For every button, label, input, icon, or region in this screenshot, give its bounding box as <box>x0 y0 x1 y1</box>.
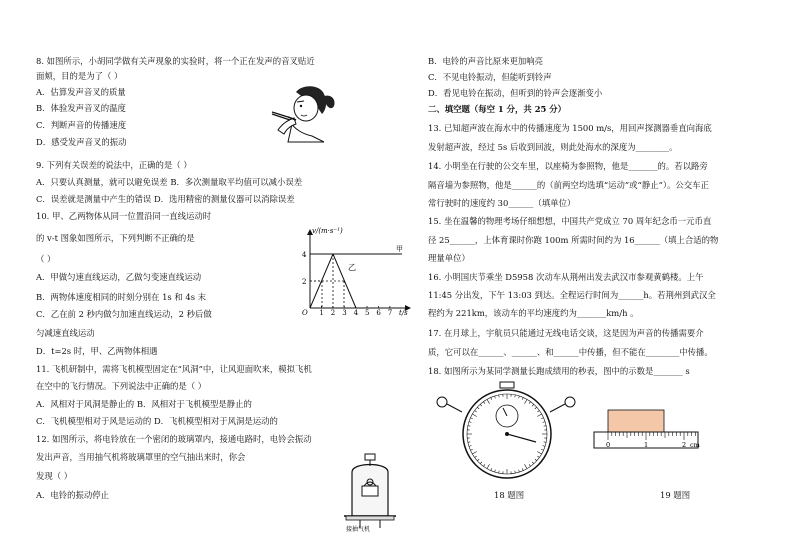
ruler-unit-label: cm <box>690 441 700 449</box>
q18-line1: 18. 如图所示为某同学测量长跑成绩用的秒表，图中的示数是_______ s <box>428 366 690 376</box>
q10-line3: （ ） <box>36 254 56 264</box>
q12-line2: 发出声音，当用抽气机将玻璃罩里的空气抽出来时，你会 <box>36 452 246 462</box>
q10-option-a: A．甲做匀速直线运动，乙做匀变速直线运动 <box>36 272 202 282</box>
figure-18-caption: 18 题图 <box>494 490 525 500</box>
graph-xtick-label: 3 <box>342 309 347 316</box>
q8-option-b: B．体验发声音叉的温度 <box>36 103 126 113</box>
graph-xtick-label: 7 <box>387 309 393 316</box>
q10-line2: 的 v-t 图象如图所示，下列判断不正确的是 <box>36 233 195 243</box>
q15-line1: 15. 坐在温馨的物理考场仔细想想，中国共产党成立 70 周年纪念币一元币直 <box>428 216 712 226</box>
q9-line1: 9. 下列有关误差的说法中，正确的是（ ） <box>36 160 192 170</box>
graph-xunit-label: t/s <box>399 309 408 316</box>
q12-option-a: A．电铃的振动停止 <box>36 490 110 500</box>
q17-line2: 质，它可以在______、______、和______中传播，但不能在________中传播。 <box>428 347 713 357</box>
q11-options-cd: C．飞机模型相对于风是运动的 D．飞机模型相对于风洞是运动的 <box>36 416 278 426</box>
graph-xtick-label: 6 <box>376 309 381 316</box>
graph-y2-label: 2 <box>302 278 307 286</box>
q10-option-c1: C．乙在前 2 秒内做匀加速直线运动，2 秒后做 <box>36 309 212 319</box>
q12-line3: 发现（ ） <box>36 471 73 481</box>
q10-line1: 10. 甲、乙两物体从同一位置沿同一直线运动时 <box>36 211 212 221</box>
q11-line2: 在空中的飞行情况。下列说法中正确的是（ ） <box>36 381 207 391</box>
q15-line2: 径 25______，上体育课时你跑 100m 所需时间约为 16______（填上合适的物 <box>428 235 719 245</box>
q13-line1: 13. 已知超声波在海水中的传播速度为 1500 m/s，用回声探测器垂直向海底 <box>428 123 712 133</box>
q10-option-c2: 匀减速直线运动 <box>36 328 95 338</box>
q14-line1: 14. 小明坐在行驶的公交车里，以座椅为参照物，他是_______的。若以路旁 <box>428 161 708 171</box>
q11-options-ab: A．风相对于风洞是静止的 B．风相对于飞机模型是静止的 <box>36 399 252 409</box>
ruler-figure <box>592 408 702 458</box>
ruler-tick-label: 1 <box>644 441 649 449</box>
vt-graph <box>292 224 414 316</box>
q8-line1: 8. 如图所示，小胡同学做有关声现象的实验时，将一个正在发声的音叉贴近 <box>36 56 315 66</box>
graph-xtick-label: 2 <box>330 309 336 316</box>
q16-line1: 16. 小明国庆节乘坐 D5958 次动车从荆州出发去武汉市参观黄鹤楼。上午 <box>428 272 704 282</box>
q8-option-d: D．感受发声音叉的振动 <box>36 137 127 147</box>
q8-option-a: A．估算发声音叉的质量 <box>36 87 126 97</box>
graph-xtick-label: 1 <box>319 309 324 316</box>
figure-19-caption: 19 题图 <box>660 490 691 500</box>
q9-options-ab: A．只要认真测量，就可以避免误差 B．多次测量取平均值可以减小误差 <box>36 177 303 187</box>
section2-heading: 二、填空题（每空 1 分，共 25 分） <box>428 104 567 114</box>
q8-option-c: C．判断声音的传播速度 <box>36 120 127 130</box>
q14-line3: 常行驶时的速度约 30______（填单位） <box>428 198 576 208</box>
graph-origin-label: O <box>302 309 308 316</box>
q12-line1: 12. 如图所示，将电铃放在一个密闭的玻璃罩内，接通电路时，电铃会振动 <box>36 434 312 444</box>
q8-line2: 面颊，目的是为了（ ） <box>36 71 123 81</box>
q11-line1: 11. 飞机研制中，需将飞机模型固定在“风洞”中，让风迎面吹来，模拟飞机 <box>36 364 312 374</box>
graph-xtick-label: 5 <box>365 309 370 316</box>
q12-option-b: B．电铃的声音比原来更加响亮 <box>428 56 544 66</box>
q16-line2: 11:45 分出发，下午 13:03 到达。全程运行时间为______h。若荆州到武汉全 <box>428 290 716 300</box>
q12-option-c: C．不见电铃振动，但能听到铃声 <box>428 72 552 82</box>
graph-series-jia-label: 甲 <box>396 245 403 253</box>
stopwatch-figure <box>432 380 582 480</box>
q10-option-b: B．两物体速度相同的时刻分别在 1s 和 4s 末 <box>36 292 207 302</box>
q17-line1: 17. 在月球上，宇航员只能通过无线电话交谈，这是因为声音的传播需要介 <box>428 328 704 338</box>
q16-line3: 程约为 221km，该动车的平均速度约为_______km/h 。 <box>428 308 639 318</box>
q12-option-d: D．看见电铃在振动，但听到的铃声会逐渐变小 <box>428 88 603 98</box>
graph-ylabel: v/(m·s⁻¹) <box>312 227 343 235</box>
q9-options-cd: C．误差就是测量中产生的错误 D．选用精密的测量仪器可以消除误差 <box>36 194 295 204</box>
q14-line2: 隔音墙为参照物，他是______的（前两空均选填“运动”或“静止”）。公交车正 <box>428 180 709 190</box>
girl-tuning-fork-figure <box>268 84 340 144</box>
ruler-tick-label: 2 <box>682 441 687 449</box>
q10-option-d: D．t=2s 时，甲、乙两物体相遇 <box>36 346 158 356</box>
ruler-tick-label: 0 <box>606 441 611 449</box>
bell-jar-figure <box>340 452 400 532</box>
graph-series-yi-label: 乙 <box>348 263 356 272</box>
pump-label: 接抽气机 <box>346 526 371 532</box>
q15-line3: 理量单位） <box>428 253 470 263</box>
graph-y4-label: 4 <box>302 251 307 259</box>
graph-xtick-label: 4 <box>353 309 359 316</box>
q13-line2: 发射超声波，经过 5s 后收到回波，则此处海水的深度为________。 <box>428 142 678 152</box>
